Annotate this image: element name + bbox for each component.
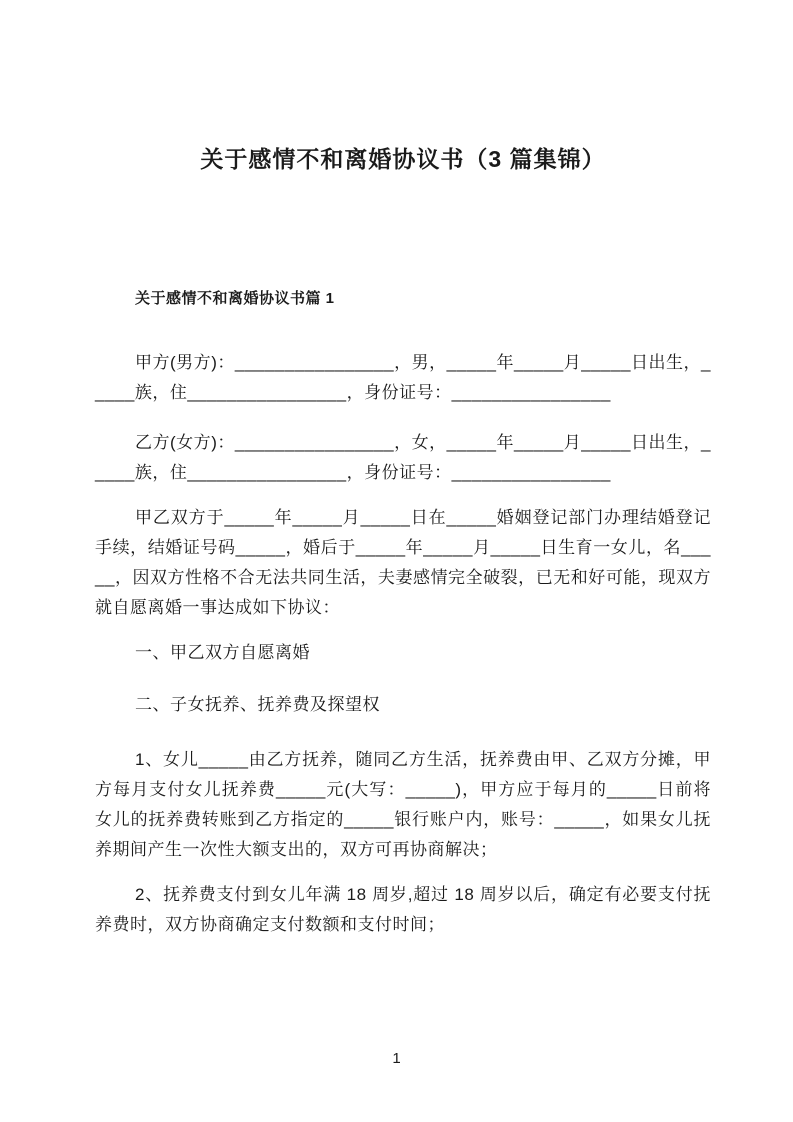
custody-item-2-paragraph: 2、抚养费支付到女儿年满 18 周岁,超过 18 周岁以后，确定有必要支付抚养费时，双方协商确定支付数额和支付时间； [95,885,711,934]
clause-one-heading: 一、甲乙双方自愿离婚 [135,643,310,662]
party-a-paragraph: 甲方(男方)：________________，男，_____年_____月_____日出生，_____族，住________________，身份证号：________________ [95,353,711,402]
custody-item-1-paragraph: 1、女儿_____由乙方抚养，随同乙方生活，抚养费由甲、乙双方分摊，甲方每月支付女儿抚养费_____元(大写：_____)，甲方应于每月的_____日前将女儿的抚养费转账到乙方指定的_____银行账户内，账号：_____，如果女儿抚养期间产生一次性大额支出的，双方可再协商解决； [95,750,711,859]
page-number: 1 [392,1050,401,1067]
section-heading-part-1: 关于感情不和离婚协议书篇 1 [135,290,335,307]
clause-two-heading: 二、子女抚养、抚养费及探望权 [135,695,380,714]
document-content [95,0,711,940]
marriage-registration-paragraph: 甲乙双方于_____年_____月_____日在_____婚姻登记部门办理结婚登记手续，结婚证号码_____，婚后于_____年_____月_____日生育一女儿，名_____，因双方性格不合无法共同生活，夫妻感情完全破裂，已无和好可能，现双方就自愿离婚一事达成如下协议： [95,508,711,617]
party-b-paragraph: 乙方(女方)：________________，女，_____年_____月_____日出生，_____族，住________________，身份证号：________________ [95,433,711,482]
document-title: 关于感情不和离婚协议书（3 篇集锦） [200,146,606,172]
